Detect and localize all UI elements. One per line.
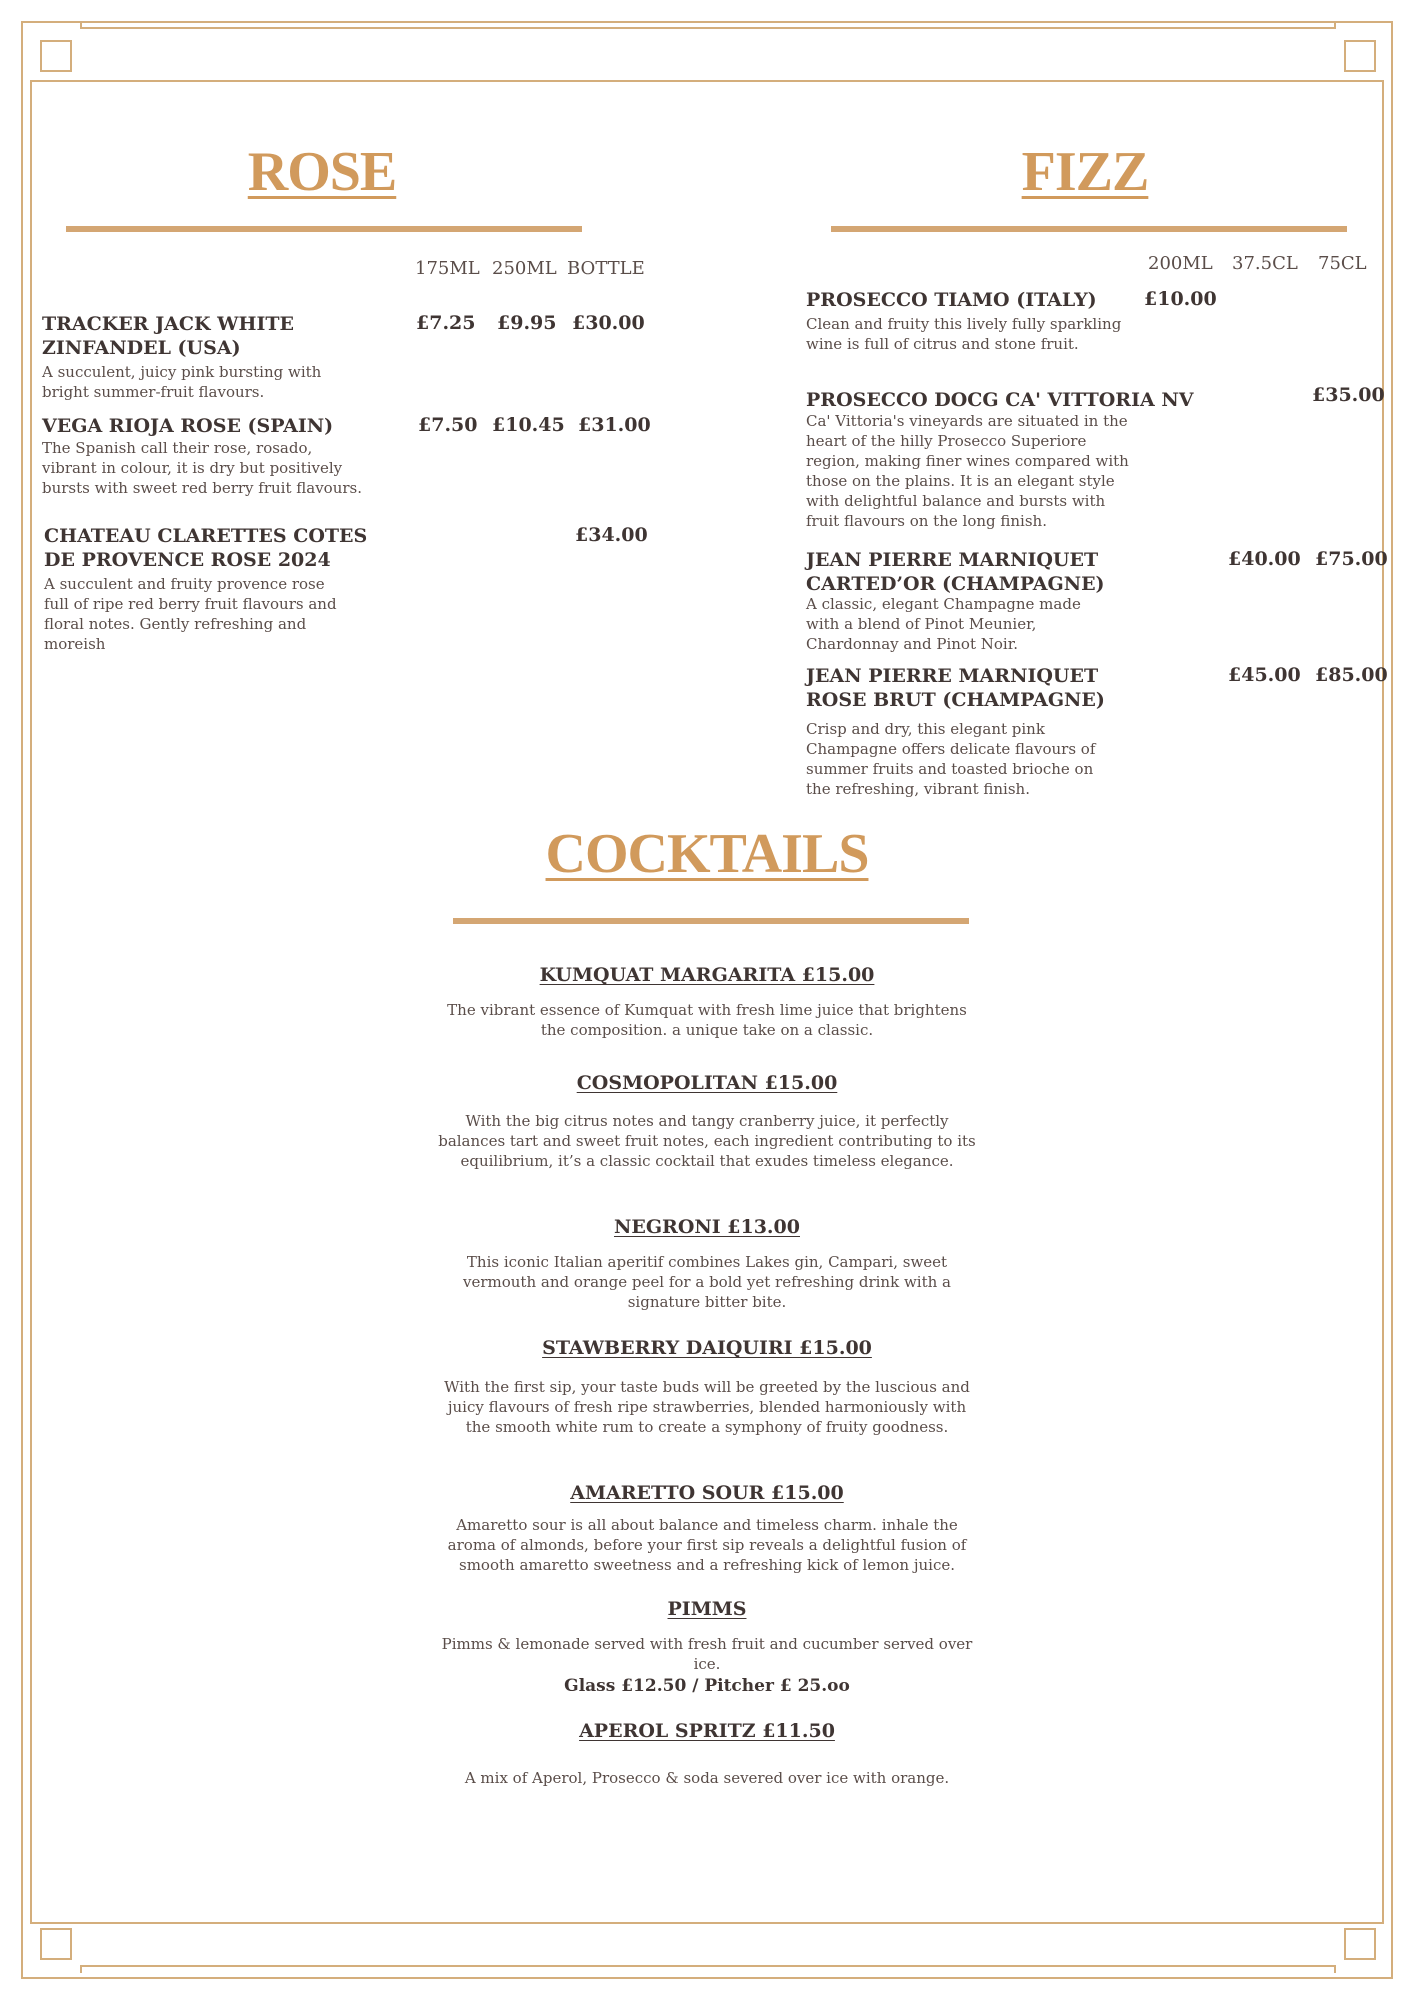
wine-name: JEAN PIERRE MARNIQUET ROSE BRUT (CHAMPAGNE) bbox=[806, 665, 1105, 711]
wine-description: A classic, elegant Champagne made with a blend of Pinot Meunier, Chardonnay and Pinot Noir. bbox=[806, 595, 1081, 653]
rose-col-175ml: 175ML bbox=[415, 258, 480, 279]
cocktail-title: PIMMS bbox=[667, 1598, 747, 1620]
wine-description: Crisp and dry, this elegant pink Champagne offers delicate flavours of summer fruits and toasted brioche on the refreshing, vibrant finish. bbox=[806, 720, 1096, 798]
cocktail-description: With the big citrus notes and tangy cranberry juice, it perfectly balances tart and sweet fruit notes, each ingredient contributing to its equilibrium, it’s a classic cocktail that exudes timeless elegance. bbox=[438, 1112, 976, 1170]
corner-ornament-br bbox=[1344, 1928, 1376, 1960]
cocktail-description: This iconic Italian aperitif combines Lakes gin, Campari, sweet vermouth and orange peel for a bold yet refreshing drink with a signature bitter bite. bbox=[463, 1253, 951, 1311]
fizz-col-37-5cl: 37.5CL bbox=[1232, 253, 1298, 274]
price-75cl: £35.00 bbox=[1312, 384, 1385, 406]
wine-description: The Spanish call their rose, rosado, vibrant in colour, it is dry but positively bursts with sweet red berry fruit flavours. bbox=[42, 439, 363, 497]
cocktail-description: With the first sip, your taste buds will be greeted by the luscious and juicy flavours of fresh ripe strawberries, blended harmoniously with the smooth white rum to create a symphony of fruity goodness. bbox=[444, 1378, 970, 1436]
rose-divider bbox=[66, 226, 582, 232]
price-37-5cl: £45.00 bbox=[1228, 664, 1301, 686]
cocktail-description: A mix of Aperol, Prosecco & soda severed over ice with orange. bbox=[464, 1769, 950, 1787]
wine-name: PROSECCO DOCG CA' VITTORIA NV bbox=[806, 389, 1194, 411]
price-175ml: £7.25 bbox=[416, 312, 476, 334]
wine-description: Ca' Vittoria's vineyards are situated in the heart of the hilly Prosecco Superiore region, making finer wines compared with those on the plains. It is an elegant style with delightful balance and bursts with fruit flavours on the long finish. bbox=[806, 412, 1129, 530]
price-bottle: £34.00 bbox=[575, 524, 648, 546]
cocktail-title: APEROL SPRITZ £11.50 bbox=[579, 1720, 835, 1742]
cocktail-description: The vibrant essence of Kumquat with fresh lime juice that brightens the composition. a unique take on a classic. bbox=[447, 1001, 967, 1039]
corner-ornament-tr bbox=[1344, 40, 1376, 72]
cocktail-title: COSMOPOLITAN £15.00 bbox=[576, 1072, 838, 1094]
wine-description: Clean and fruity this lively fully sparkling wine is full of citrus and stone fruit. bbox=[806, 315, 1122, 353]
cocktail-description: Amaretto sour is all about balance and timeless charm. inhale the aroma of almonds, before your first sip reveals a delightful fusion of smooth amaretto sweetness and a refreshing kick of lemon juice. bbox=[447, 1516, 967, 1574]
rose-col-bottle: BOTTLE bbox=[567, 258, 645, 279]
fizz-divider bbox=[831, 226, 1347, 232]
price-250ml: £9.95 bbox=[497, 312, 557, 334]
wine-name: VEGA RIOJA ROSE (SPAIN) bbox=[42, 415, 334, 437]
rose-col-250ml: 250ML bbox=[492, 258, 557, 279]
corner-ornament-bl bbox=[40, 1928, 72, 1960]
rose-heading: ROSE bbox=[247, 141, 397, 203]
price-bottle: £30.00 bbox=[572, 312, 645, 334]
cocktail-description: Pimms & lemonade served with fresh fruit and cucumber served over ice. bbox=[441, 1635, 973, 1673]
price-75cl: £75.00 bbox=[1315, 548, 1388, 570]
price-175ml: £7.50 bbox=[418, 414, 478, 436]
fizz-col-75cl: 75CL bbox=[1318, 253, 1367, 274]
inner-frame-top bbox=[80, 21, 1336, 29]
cocktail-title: KUMQUAT MARGARITA £15.00 bbox=[539, 964, 875, 986]
price-37-5cl: £40.00 bbox=[1228, 548, 1301, 570]
cocktail-title: NEGRONI £13.00 bbox=[613, 1216, 800, 1238]
price-75cl: £85.00 bbox=[1315, 664, 1388, 686]
inner-frame-bottom bbox=[80, 1965, 1336, 1973]
corner-ornament-tl bbox=[40, 40, 72, 72]
cocktails-heading: COCKTAILS bbox=[545, 823, 869, 885]
cocktail-price-line: Glass £12.50 / Pitcher £ 25.oo bbox=[564, 1676, 850, 1696]
price-200ml: £10.00 bbox=[1144, 288, 1217, 310]
wine-name: JEAN PIERRE MARNIQUET CARTED’OR (CHAMPAGNE) bbox=[806, 549, 1105, 595]
fizz-heading: FIZZ bbox=[1021, 141, 1149, 203]
price-bottle: £31.00 bbox=[578, 414, 651, 436]
cocktail-title: AMARETTO SOUR £15.00 bbox=[570, 1482, 844, 1504]
price-250ml: £10.45 bbox=[492, 414, 565, 436]
cocktail-title: STAWBERRY DAIQUIRI £15.00 bbox=[542, 1337, 872, 1359]
wine-name: PROSECCO TIAMO (ITALY) bbox=[806, 289, 1097, 311]
wine-description: A succulent and fruity provence rose full of ripe red berry fruit flavours and floral notes. Gently refreshing and moreish bbox=[44, 575, 337, 653]
wine-name: TRACKER JACK WHITE ZINFANDEL (USA) bbox=[42, 313, 294, 359]
wine-description: A succulent, juicy pink bursting with bright summer-fruit flavours. bbox=[42, 363, 322, 401]
fizz-col-200ml: 200ML bbox=[1148, 253, 1213, 274]
cocktails-divider bbox=[453, 918, 969, 924]
wine-name: CHATEAU CLARETTES COTES DE PROVENCE ROSE 2024 bbox=[44, 525, 368, 571]
